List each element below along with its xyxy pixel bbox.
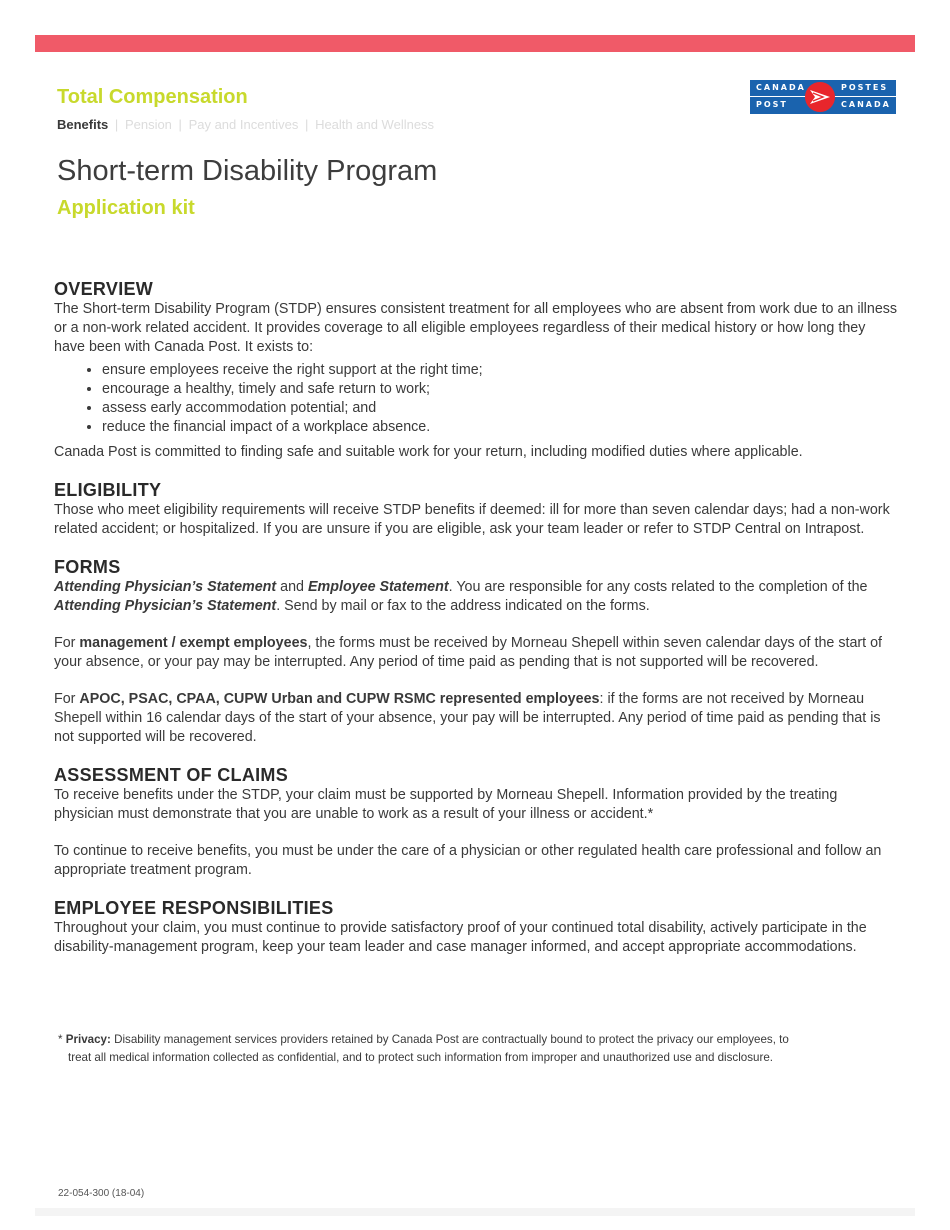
footnote-line-2: treat all medical information collected as confidential, and to protect such information from improper and unauthorized use and disclosure.: [68, 1051, 774, 1064]
paragraph-gap: [54, 672, 899, 690]
nav-item-health-wellness[interactable]: Health and Wellness: [315, 117, 435, 132]
brand-title: Total Compensation: [57, 86, 248, 108]
forms-section: [54, 557, 899, 747]
text-run: : if the forms are not received by Morneau Shepell within 16 calendar days of the start of your absence, your pay will be interrupted. Any period of time paid as pending that is not supported will be recovered.: [54, 691, 881, 745]
assessment-heading: ASSESSMENT OF CLAIMS: [54, 765, 289, 785]
overview-heading: OVERVIEW: [54, 279, 154, 299]
list-item: • encourage a healthy, timely and safe return to work;: [102, 380, 899, 399]
document-subtitle: Application kit: [57, 197, 195, 219]
logo-word-postes: POSTES: [841, 83, 889, 92]
overview-bullets: [54, 361, 899, 437]
footnote-marker: *: [58, 1033, 66, 1046]
nav-separator: |: [114, 117, 119, 132]
footnote-line-1: [58, 1031, 898, 1049]
list-item: • assess early accommodation potential; and: [102, 399, 899, 418]
assessment-section: [54, 765, 899, 880]
list-item: • ensure employees receive the right support at the right time;: [102, 361, 899, 380]
eligibility-heading: ELIGIBILITY: [54, 480, 162, 500]
assessment-paragraph-2: To continue to receive benefits, you must be under the care of a physician or other regulated health care professional and follow an appropriate treatment program.: [54, 843, 882, 878]
logo-word-canada: CANADA: [756, 83, 806, 92]
form-code: 22-054-300 (18-04): [58, 1188, 145, 1199]
logo-word-canada-fr: CANADA: [841, 100, 891, 109]
document-title: Short-term Disability Program: [57, 155, 438, 187]
forms-heading: FORMS: [54, 557, 121, 577]
responsibilities-heading: EMPLOYEE RESPONSIBILITIES: [54, 898, 334, 918]
text-run: . Send by mail or fax to the address indicated on the forms.: [276, 598, 650, 614]
bottom-bar: [35, 1208, 915, 1216]
top-banner: [35, 35, 915, 52]
postal-envelope-icon: [804, 81, 836, 113]
paragraph-gap: [54, 616, 899, 634]
assessment-paragraph-1: To receive benefits under the STDP, your claim must be supported by Morneau Shepell. Information provided by the treating physician must demonstrate that you are unable to work as a result of your illness or accident.*: [54, 787, 838, 822]
forms-paragraph-1: [54, 578, 899, 616]
form-name-physician-statement: Attending Physician’s Statement: [54, 598, 277, 614]
paragraph-gap: [54, 824, 899, 842]
document-body: [54, 279, 899, 975]
text-run: . You are responsible for any costs related to the completion of the: [448, 579, 868, 595]
forms-paragraph-3: [54, 690, 899, 747]
nav-item-benefits[interactable]: Benefits: [57, 117, 109, 132]
responsibilities-section: [54, 898, 899, 957]
nav-separator: |: [178, 117, 182, 132]
represented-employees-label: APOC, PSAC, CPAA, CUPW Urban and CUPW RSMC represented employees: [79, 691, 600, 707]
management-exempt-label: management / exempt employees: [79, 635, 308, 651]
form-name-physician-statement: Attending Physician’s Statement: [54, 579, 277, 595]
responsibilities-text: Throughout your claim, you must continue to provide satisfactory proof of your continued total disability, actively participate in the disability-management program, keep your team leader and case manager informed, and accept appropriate accommodations.: [54, 920, 867, 955]
section-nav: [57, 117, 434, 132]
eligibility-text: Those who meet eligibility requirements will receive STDP benefits if deemed: ill for more than seven calendar days; had a non-work related accident; or hospitalized. If you are unsure if you are eligible, ask your team leader or refer to STDP Central on Intrapost.: [54, 502, 890, 537]
nav-item-pension[interactable]: Pension: [124, 117, 172, 132]
text-run: For: [54, 635, 80, 651]
forms-paragraph-2: [54, 634, 899, 672]
overview-section: [54, 279, 899, 462]
logo-word-post: POST: [756, 100, 788, 109]
overview-intro: The Short-term Disability Program (STDP) ensures consistent treatment for all employees who are absent from work due to an illness or a non-work related accident. It provides coverage to all eligible employees regardless of their medical history or how long they have been with Canada Post. It exists to:: [54, 301, 898, 355]
privacy-label: Privacy:: [65, 1033, 111, 1046]
eligibility-section: [54, 480, 899, 539]
footnote-text: Disability management services providers retained by Canada Post are contractually bound to protect the privacy our employees, to: [110, 1033, 789, 1046]
nav-separator: |: [305, 117, 309, 132]
canada-post-logo: [750, 80, 896, 114]
form-name-employee-statement: Employee Statement: [308, 579, 449, 595]
privacy-footnote: [58, 1031, 898, 1067]
list-item: • reduce the financial impact of a workplace absence.: [102, 418, 899, 437]
overview-closing: Canada Post is committed to finding safe and suitable work for your return, including modified duties where applicable.: [54, 444, 803, 460]
text-run: and: [276, 579, 308, 595]
text-run: For: [54, 691, 80, 707]
nav-item-pay-incentives[interactable]: Pay and Incentives: [188, 117, 299, 132]
text-run: , the forms must be received by Morneau Shepell within seven calendar days of the start of your absence, or your pay may be interrupted. Any period of time paid as pending that is not supported will be recovered.: [54, 635, 883, 670]
